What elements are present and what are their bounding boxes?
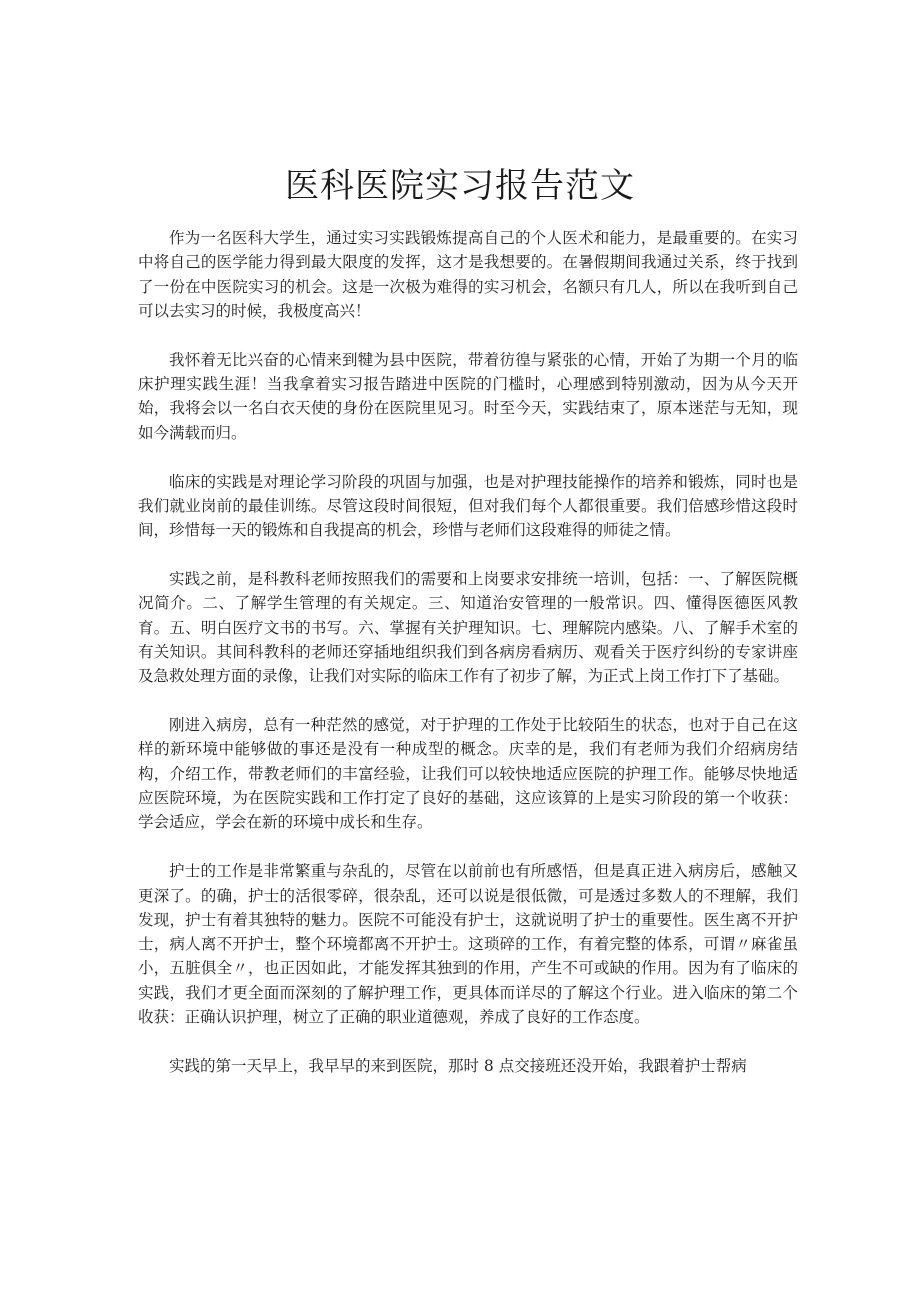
paragraph-4: 实践之前，是科教科老师按照我们的需要和上岗要求安排统一培训，包括：一、了解医院概况简介。二、了解学生管理的有关规定。三、知道治安管理的一般常识。四、懂得医德医风教育。五、明白医疗文书的书写。六、掌握有关护理知识。七、理解院内感染。八、了解手术室的有关知识。其间科教科的老师还穿插地组织我们到各病房看病历、观看关于医疗纠纷的专家讲座及急救处理方面的录像，让我们对实际的临床工作有了初步了解，为正式上岗工作打下了基础。	[138, 570, 798, 686]
document-body	[138, 226, 798, 1103]
paragraph-1: 作为一名医科大学生，通过实习实践锻炼提高自己的个人医术和能力，是最重要的。在实习中将自己的医学能力得到最大限度的发挥，这才是我想要的。在暑假期间我通过关系，终于找到了一份在中医院实习的机会。这是一次极为难得的实习机会，名额只有几人，所以在我听到自己可以去实习的时候，我极度高兴！	[138, 229, 798, 320]
paragraph-2: 我怀着无比兴奋的心情来到犍为县中医院，带着彷徨与紧张的心情，开始了为期一个月的临床护理实践生涯！当我拿着实习报告踏进中医院的门槛时，心理感到特别激动，因为从今天开始，我将会以一名白衣天使的身份在医院里见习。时至今天，实践结束了，原本迷茫与无知，现如今满载而归。	[138, 350, 798, 442]
paragraph-5: 刚进入病房，总有一种茫然的感觉，对于护理的工作处于比较陌生的状态，也对于自己在这样的新环境中能够做的事还是没有一种成型的概念。庆幸的是，我们有老师为我们介绍病房结构，介绍工作，带教老师们的丰富经验，让我们可以较快地适应医院的护理工作。能够尽快地适应医院环境，为在医院实践和工作打定了良好的基础，这应该算的上是实习阶段的第一个收获：学会适应，学会在新的环境中成长和生存。	[138, 716, 798, 832]
paragraph-3: 临床的实践是对理论学习阶段的巩固与加强，也是对护理技能操作的培养和锻炼，同时也是我们就业岗前的最佳训练。尽管这段时间很短，但对我们每个人都很重要。我们倍感珍惜这段时间，珍惜每一天的锻炼和自我提高的机会，珍惜与老师们这段难得的师徒之情。	[138, 472, 798, 540]
paragraph-6: 护士的工作是非常繁重与杂乱的，尽管在以前前也有所感悟，但是真正进入病房后，感触又更深了。的确，护士的活很零碎，很杂乱，还可以说是很低微，可是透过多数人的不理解，我们发现，护士有着其独特的魅力。医院不可能没有护士，这就说明了护士的重要性。医生离不开护士，病人离不开护士，整个环境都离不开护士。这琐碎的工作，有着完整的体系，可谓〃麻雀虽小，五脏俱全〃，也正因如此，才能发挥其独到的作用，产生不可或缺的作用。因为有了临床的实践，我们才更全面而深刻的了解护理工作，更具体而详尽的了解这个行业。进入临床的第二个收获：正确认识护理，树立了正确的职业道德观，养成了良好的工作态度。	[138, 862, 798, 1026]
page-title: 医科医院实习报告范文	[285, 166, 635, 206]
paragraph-7: 实践的第一天早上，我早早的来到医院，那时 8 点交接班还没开始，我跟着护士帮病	[169, 1056, 747, 1075]
